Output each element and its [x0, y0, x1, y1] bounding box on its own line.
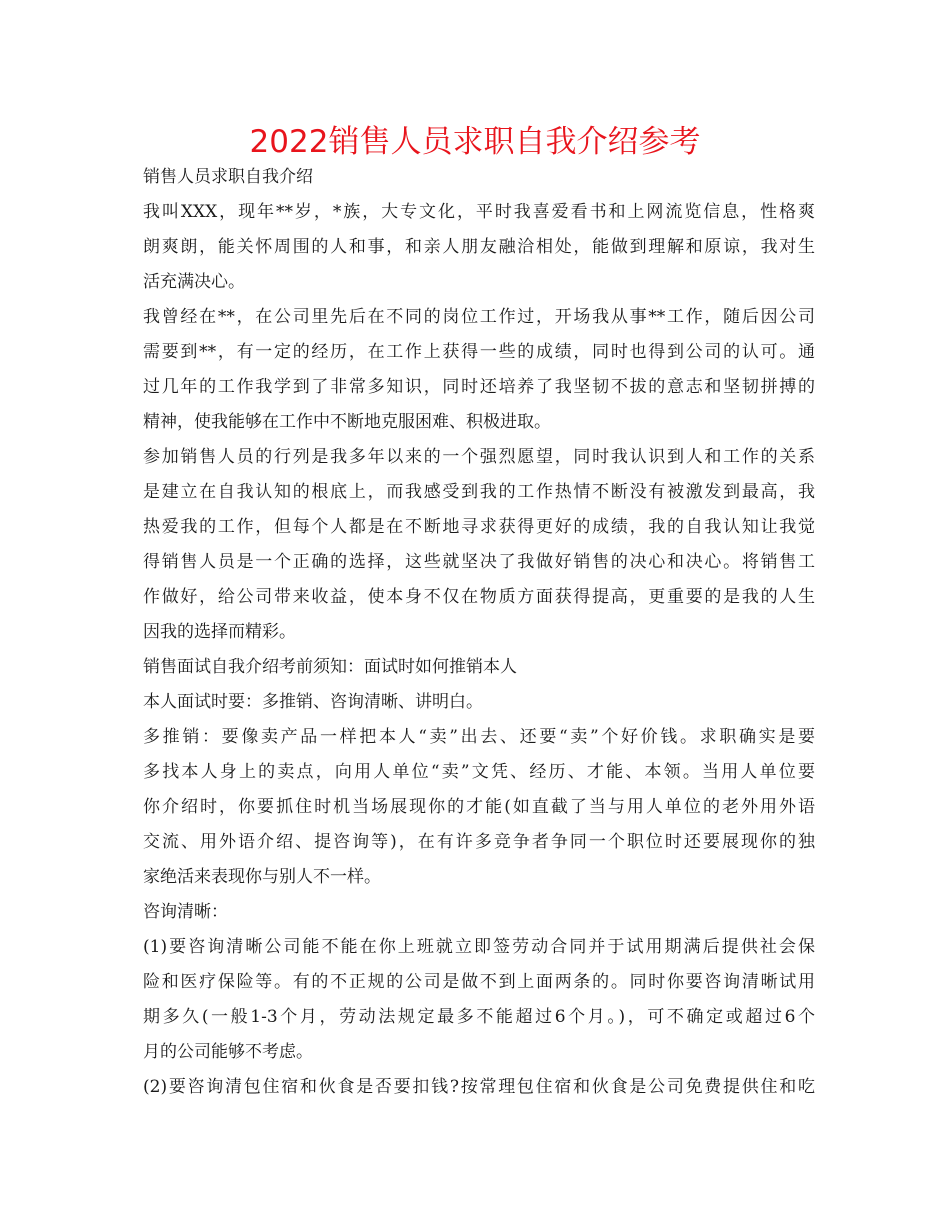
text-line: 参加销售人员的行列是我多年以来的一个强烈愿望，同时我认识到人和工作的关系 [143, 447, 815, 467]
text-line: 我叫XXX，现年**岁，*族，大专文化，平时我喜爱看书和上网流览信息，性格爽 [143, 202, 815, 222]
text-line: 过几年的工作我学到了非常多知识，同时还培养了我坚韧不拔的意志和坚韧拼搏的 [143, 377, 815, 397]
text-line: 精神，使我能够在工作中不断地克服困难、积极进取。 [143, 412, 551, 432]
text-line: 咨询清晰： [143, 902, 228, 922]
text-line: 我曾经在**，在公司里先后在不同的岗位工作过，开场我从事**工作，随后因公司 [143, 307, 815, 327]
text-line: 险和医疗保险等。有的不正规的公司是做不到上面两条的。同时你要咨询清晰试用 [143, 972, 815, 992]
text-line: 因我的选择而精彩。 [143, 622, 296, 642]
text-line: (1)要咨询清晰公司能不能在你上班就立即签劳动合同并于试用期满后提供社会保 [143, 937, 815, 957]
text-line: 作做好，给公司带来收益，使本身不仅在物质方面获得提高，更重要的是我的人生 [143, 587, 815, 607]
text-line: 期多久(一般1-3个月，劳动法规定最多不能超过6个月。)，可不确定或超过6个 [143, 1007, 815, 1027]
text-line: 活充满决心。 [143, 272, 245, 292]
text-line: (2)要咨询清包住宿和伙食是否要扣钱?按常理包住宿和伙食是公司免费提供住和吃 [143, 1077, 815, 1097]
text-line: 需要到**，有一定的经历，在工作上获得一些的成绩，同时也得到公司的认可。通 [143, 342, 815, 362]
text-line: 月的公司能够不考虑。 [143, 1042, 313, 1062]
document-title: 2022销售人员求职自我介绍参考 [249, 124, 701, 160]
text-line: 多推销：要像卖产品一样把本人“卖”出去、还要“卖”个好价钱。求职确实是要 [143, 727, 815, 747]
text-line: 你介绍时，你要抓住时机当场展现你的才能(如直截了当与用人单位的老外用外语 [143, 797, 815, 817]
text-line: 本人面试时要：多推销、咨询清晰、讲明白。 [143, 692, 483, 712]
text-line: 朗爽朗，能关怀周围的人和事，和亲人朋友融洽相处，能做到理解和原谅，我对生 [143, 237, 815, 257]
text-line: 是建立在自我认知的根底上，而我感受到我的工作热情不断没有被激发到最高，我 [143, 482, 815, 502]
text-line: 交流、用外语介绍、提咨询等)，在有许多竞争者争同一个职位时还要展现你的独 [143, 832, 815, 852]
text-line: 家绝活来表现你与别人不一样。 [143, 867, 381, 887]
text-line: 热爱我的工作，但每个人都是在不断地寻求获得更好的成绩，我的自我认知让我觉 [143, 517, 815, 537]
text-line: 销售人员求职自我介绍 [143, 167, 313, 187]
text-line: 得销售人员是一个正确的选择，这些就坚决了我做好销售的决心和决心。将销售工 [143, 552, 815, 572]
text-line: 销售面试自我介绍考前须知：面试时如何推销本人 [143, 657, 517, 677]
text-line: 多找本人身上的卖点，向用人单位“卖”文凭、经历、才能、本领。当用人单位要 [143, 762, 815, 782]
document-body [143, 160, 815, 1105]
